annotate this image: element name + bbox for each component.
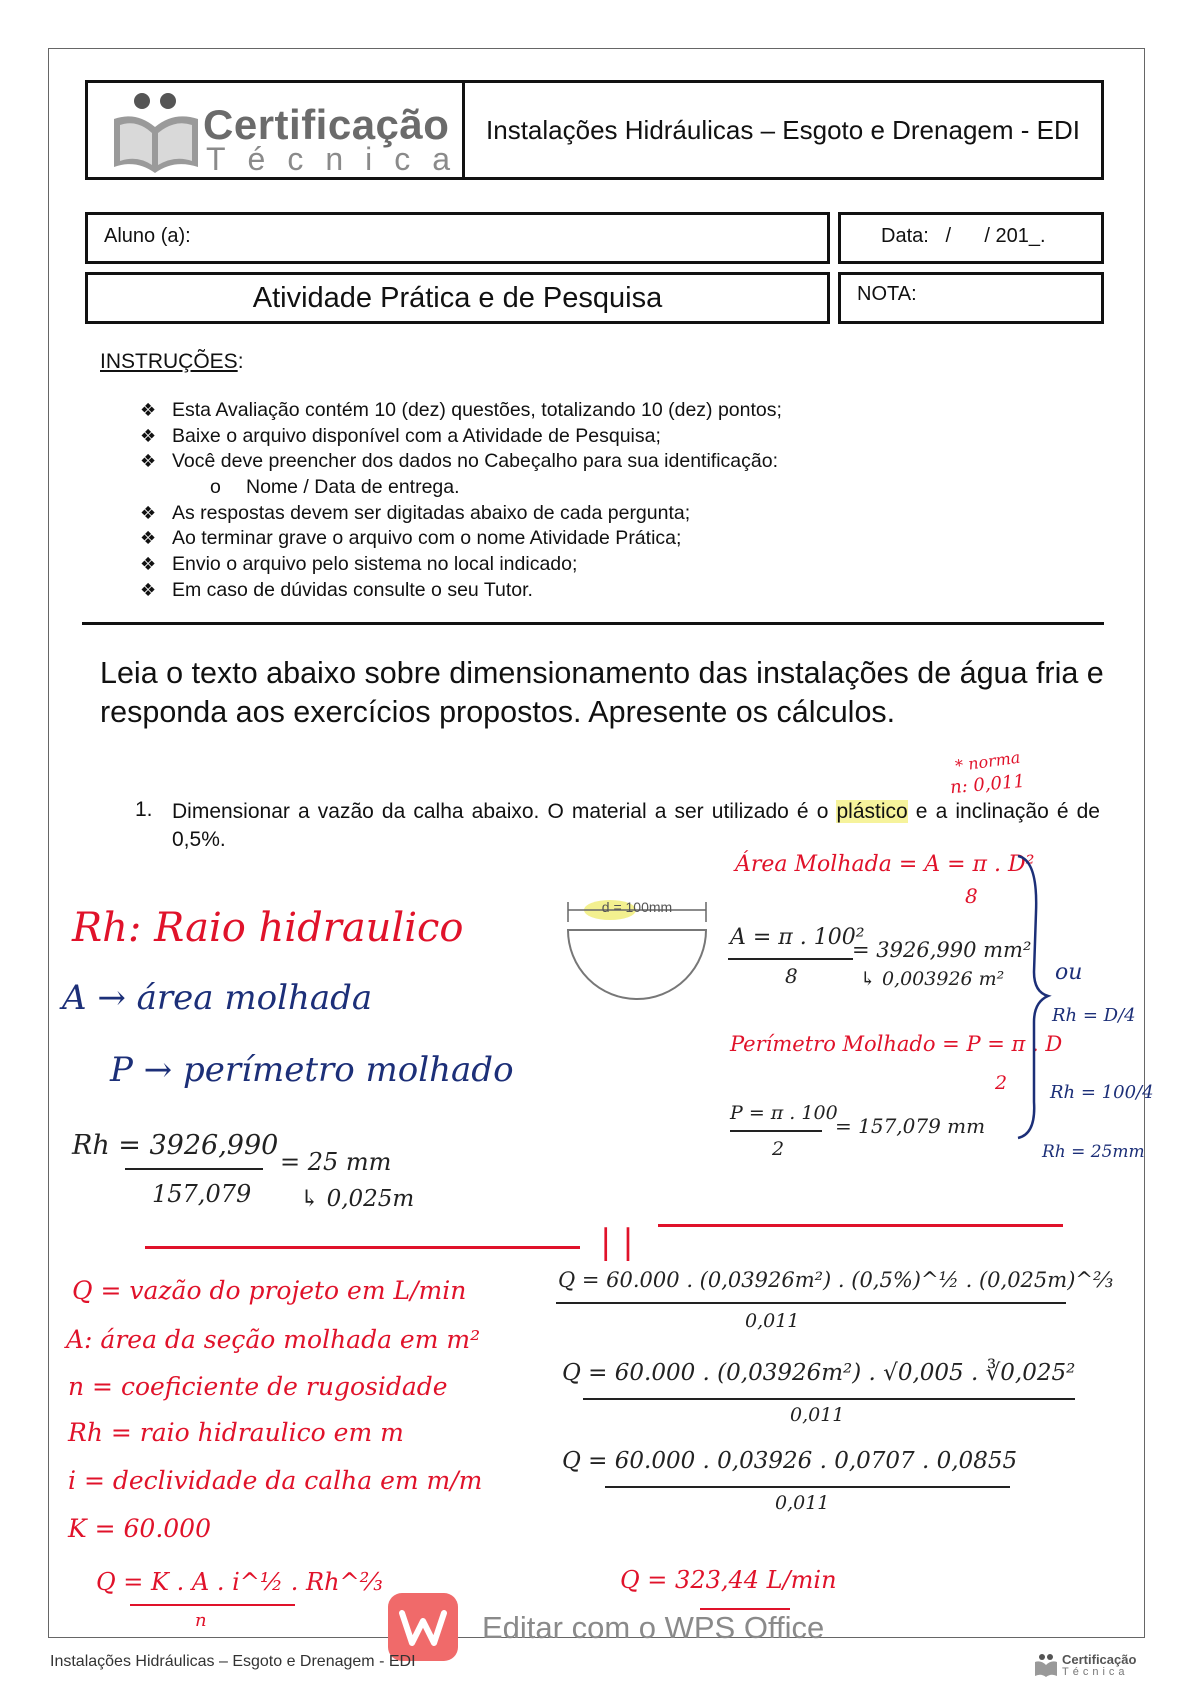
fraction-bar [130,1604,295,1606]
perimeter-denominator: 2 [995,1072,1008,1094]
wps-logo-icon [388,1593,458,1661]
lead-text: Leia o texto abaixo sobre dimensionamento das instalações de água fria e responda aos exercícios propostos. Apresente os cálculos. [100,656,1104,729]
highlighted-word: plástico [836,800,908,823]
list-item: ❖ Esta Avaliação contém 10 (dez) questões, totalizando 10 (dez) pontos; [140,398,782,424]
dimension-label: d = 100mm [601,899,673,915]
diamond-bullet-icon: ❖ [140,528,157,549]
fraction-bar [730,1130,822,1132]
n-definition: n = coeficiente de rugosidade [68,1372,448,1401]
instructions-list [140,398,782,604]
fraction-bar [125,1168,263,1170]
area-definition: A → área molhada [62,978,373,1018]
nota-field: NOTA: [838,272,1104,324]
rh-alt-2: Rh = 100/4 [1050,1082,1154,1103]
wps-watermark-text[interactable]: Editar com o WPS Office [482,1610,825,1645]
footer-logo-title: Certificação [1062,1652,1137,1667]
note-n-coefficient: n: 0,011 [949,770,1026,799]
separator-mark: | | [600,1222,634,1262]
diamond-bullet-icon: ❖ [140,502,157,523]
diamond-bullet-icon: ❖ [140,400,157,420]
q-calc-step-3-den: 0,011 [775,1492,830,1514]
perimeter-calc-denominator: 2 [772,1138,785,1160]
q-calc-step-3: Q = 60.000 . 0,03926 . 0,0707 . 0,0855 [562,1448,1018,1474]
rh-definition: Rh = raio hidraulico em m [68,1418,404,1447]
k-definition: K = 60.000 [68,1514,211,1543]
q-calc-step-1: Q = 60.000 . (0,03926m²) . (0,5%)^½ . (0,025m)^⅔ [558,1268,1114,1292]
area-calc-denominator: 8 [785,964,798,988]
area-denominator: 8 [965,884,978,908]
course-title: Instalações Hidráulicas – Esgoto e Drenagem - EDI [462,80,1104,180]
fraction-bar [583,1398,1075,1400]
separator-line-left [145,1246,580,1249]
note-norma: * norma [953,747,1022,776]
ou-text: ou [1055,960,1083,985]
section-divider [82,622,1104,625]
q-result: Q = 323,44 L/min [620,1566,837,1594]
list-item: ❖ Ao terminar grave o arquivo com o nome Atividade Prática; [140,526,782,552]
q-calc-step-2: Q = 60.000 . (0,03926m²) . √0,005 . ∛0,025² [562,1360,1076,1386]
formula: Q = K . A . i^½ . Rh^⅔ [96,1568,383,1596]
list-item: ❖ Você deve preencher dos dados no Cabeçalho para sua identificação: [140,449,782,475]
fraction-bar [605,1486,1010,1488]
rh-calc-result-m: ↳ 0,025m [300,1186,415,1212]
i-definition: i = declividade da calha em m/m [68,1466,483,1495]
rh-alt-1: Rh = D/4 [1052,1005,1136,1026]
gutter-diagram [560,892,720,1012]
perimeter-title: Perímetro Molhado = P = π . D [730,1032,1063,1056]
q-calc-step-2-den: 0,011 [790,1404,845,1426]
aluno-field: Aluno (a): [85,212,830,264]
brace-icon [1012,852,1052,1142]
diamond-bullet-icon: ❖ [140,579,157,600]
logo-mark-icon [106,87,206,177]
rh-title: Rh: Raio hidraulico [72,905,464,951]
list-subitem: o Nome / Data de entrega. [210,476,460,499]
area-title: Área Molhada = A = π . D² [735,852,1035,877]
diamond-bullet-icon: ❖ [140,425,157,446]
a-definition: A: área da seção molhada em m² [66,1325,481,1354]
logo-subtitle: Técnica [206,141,473,177]
question-text: Dimensionar a vazão da calha abaixo. O material a ser utilizado é o plástico e a inclinação é de 0,5%. [172,800,1100,851]
rh-alt-3: Rh = 25mm [1042,1142,1145,1162]
list-item: ❖ Em caso de dúvidas consulte o seu Tutor. [140,578,782,604]
formula-denominator: n [195,1610,207,1631]
perimeter-result: = 157,079 mm [835,1114,986,1138]
rh-calc-denominator: 157,079 [152,1180,252,1208]
footer-logo-icon [1033,1652,1059,1678]
rh-calc-numerator: Rh = 3926,990 [72,1130,279,1161]
logo-title: Certificação [203,101,450,148]
list-item: ❖ Baixe o arquivo disponível com a Atividade de Pesquisa; [140,424,782,450]
q-definition: Q = vazão do projeto em L/min [72,1276,467,1305]
area-result: = 3926,990 mm² [852,938,1032,962]
footer-logo-subtitle: Técnica [1062,1666,1129,1678]
footer-title: Instalações Hidráulicas – Esgoto e Drenagem - EDI [50,1653,416,1670]
separator-line-right [658,1224,1063,1227]
logo-box [85,80,473,180]
perimeter-calc: P = π . 100 [730,1102,838,1124]
diamond-bullet-icon: ❖ [140,451,157,472]
fraction-bar [728,958,853,960]
rh-calc-result: = 25 mm [280,1148,392,1176]
list-item: ❖ As respostas devem ser digitadas abaixo de cada pergunta; [140,501,782,527]
diamond-bullet-icon: ❖ [140,554,157,575]
instructions-title: INSTRUÇÕES: [100,350,244,373]
fraction-bar [556,1302,1066,1304]
q-calc-step-1-den: 0,011 [745,1310,800,1332]
list-item: ❖ Envio o arquivo pelo sistema no local indicado; [140,552,782,578]
area-calc: A = π . 100² [730,925,865,950]
perimeter-definition: P → perímetro molhado [110,1050,514,1090]
area-result-m: ↳ 0,003926 m² [860,968,1005,990]
activity-title: Atividade Prática e de Pesquisa [85,272,830,324]
date-field: Data: / / 201_. [838,212,1104,264]
question-number: 1. [135,798,153,821]
